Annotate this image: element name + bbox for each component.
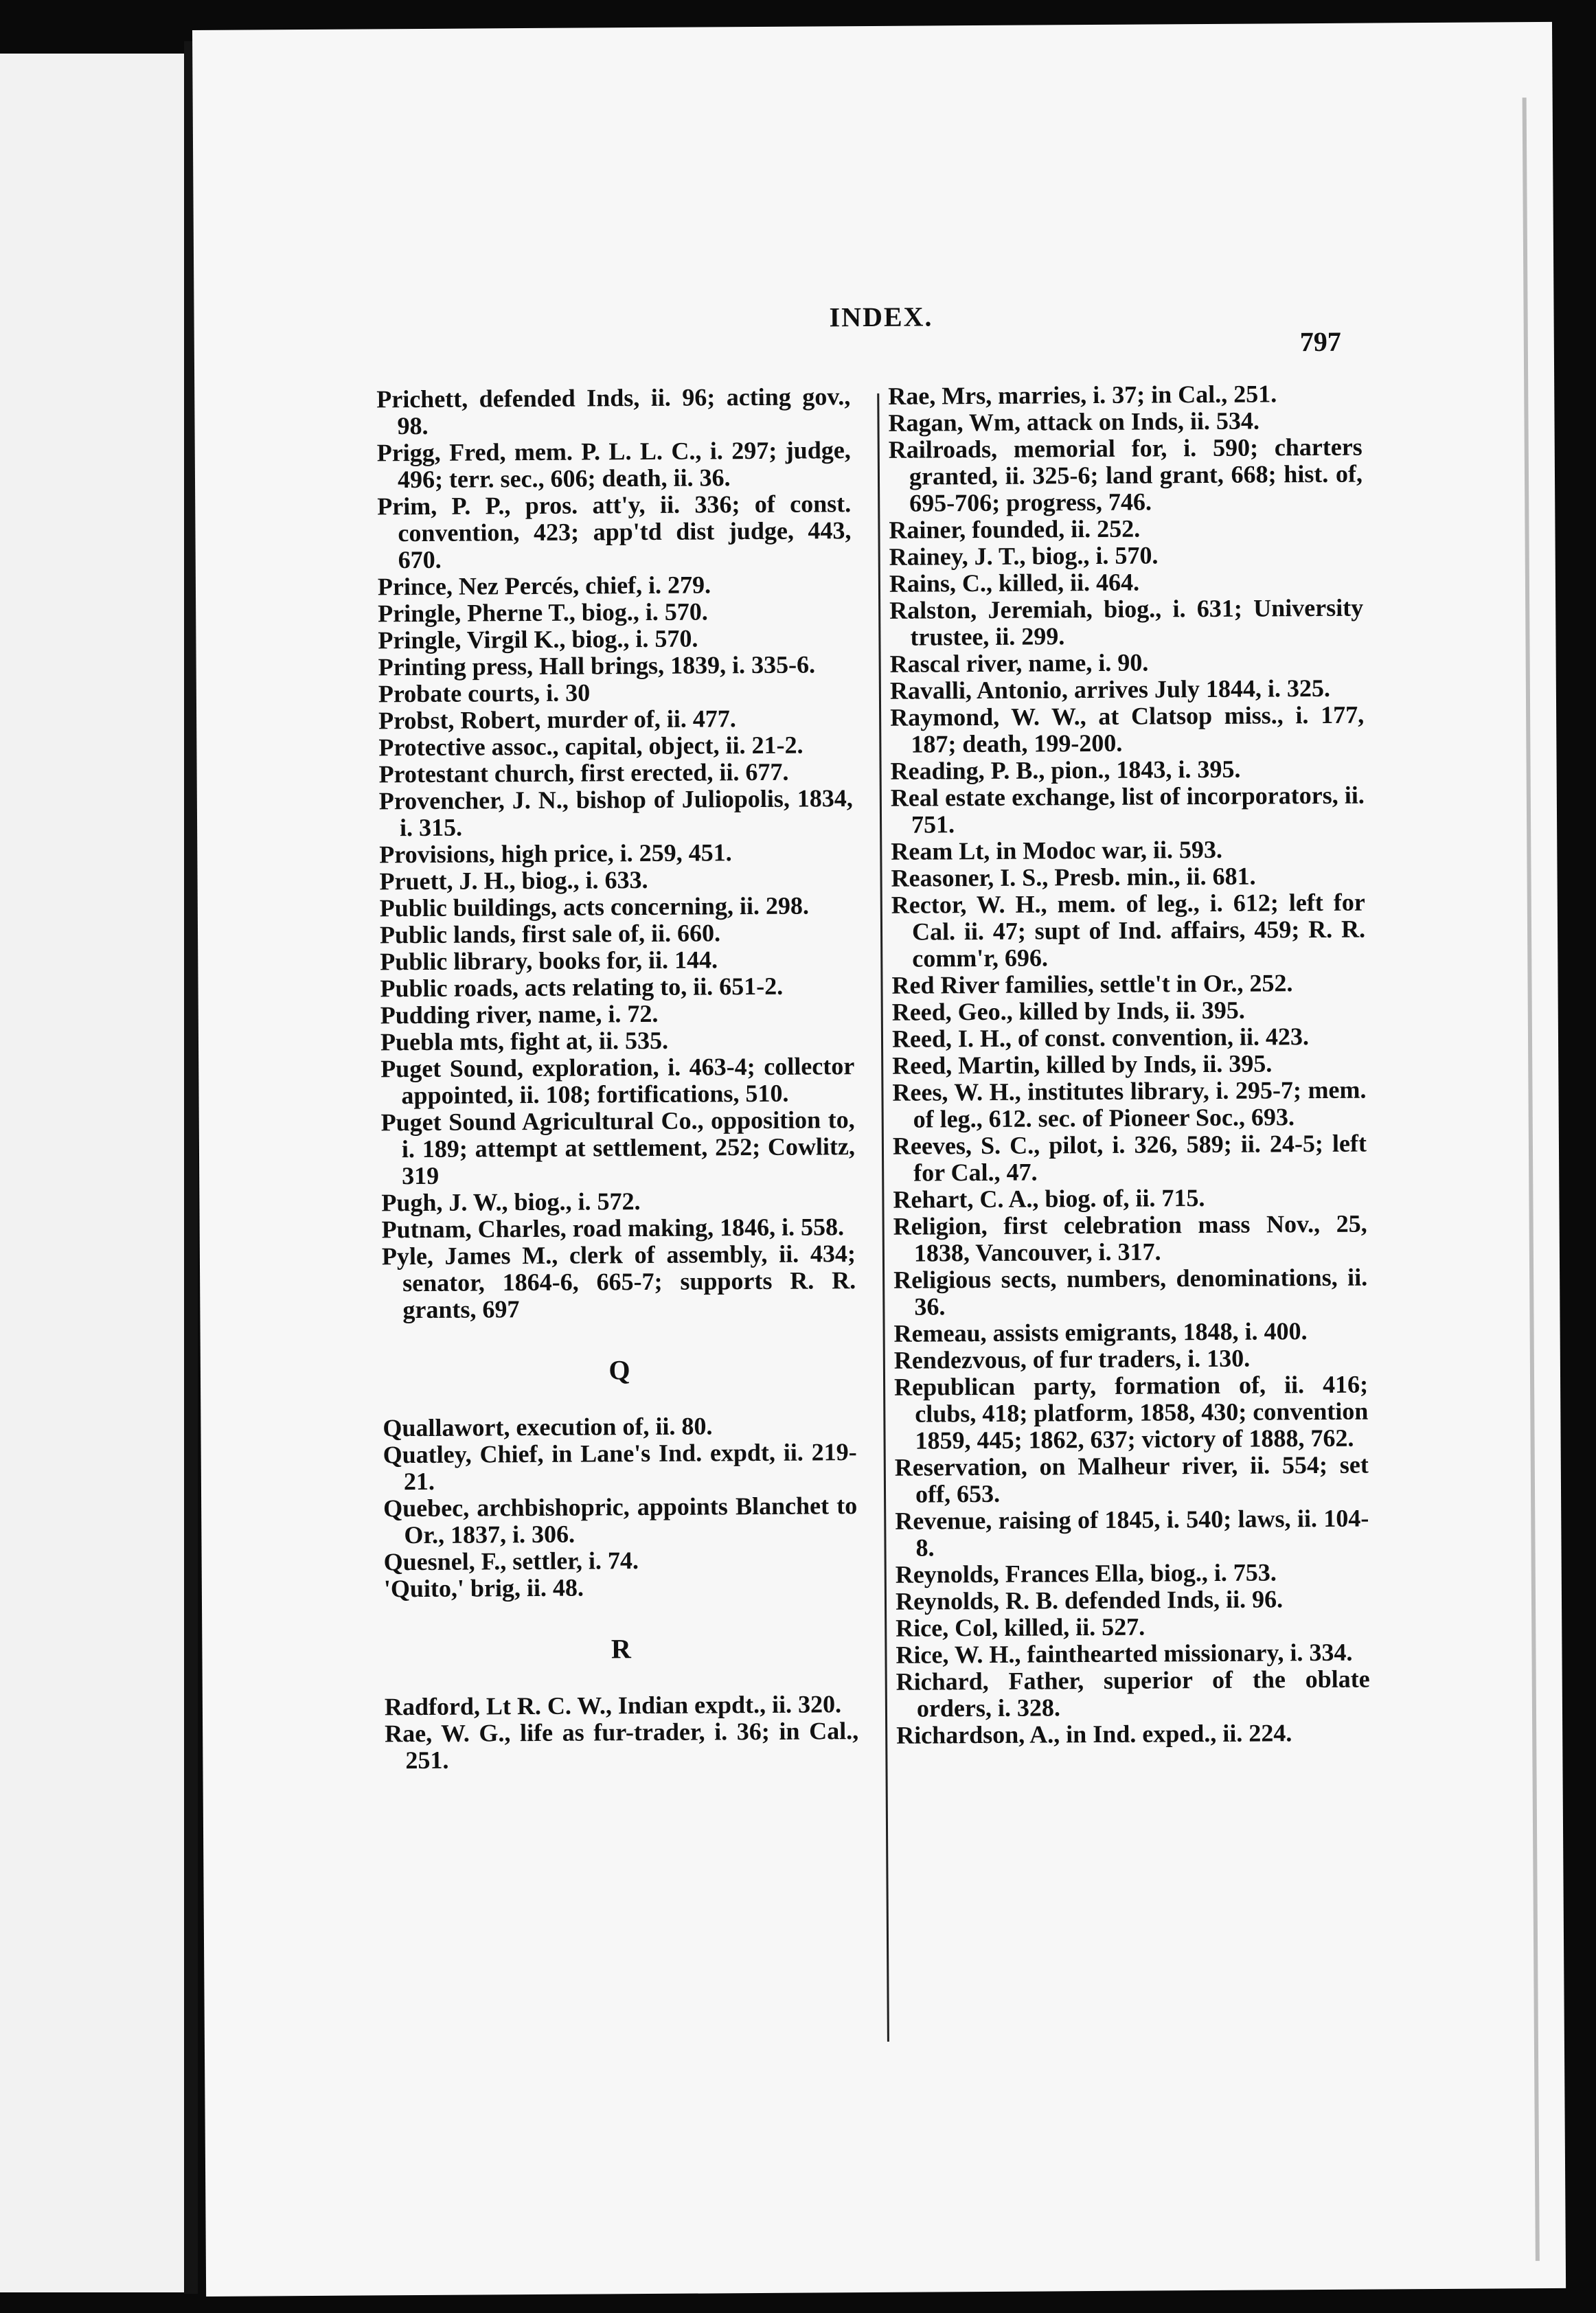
index-entry: Rice, Col, killed, ii. 527. — [896, 1613, 1145, 1642]
index-entry: Pyle, James M., clerk of assembly, ii. 434; senator, 1864-6, 665-7; supports R. R. grants, 697 — [381, 1240, 856, 1324]
index-entry: Public roads, acts relating to, ii. 651-2. — [380, 972, 784, 1003]
entries-r — [385, 1691, 859, 1774]
index-entry: Reed, Geo., killed by Inds, ii. 395. — [891, 996, 1245, 1026]
index-entry: Quallawort, execution of, ii. 80. — [383, 1412, 713, 1442]
index-entry: Reynolds, Frances Ella, biog., i. 753. — [895, 1558, 1277, 1588]
index-entry: Rice, W. H., fainthearted missionary, i. 334. — [896, 1638, 1353, 1669]
index-entry: Pringle, Virgil K., biog., i. 570. — [378, 624, 698, 654]
index-entry: Puget Sound, exploration, i. 463-4; collector appointed, ii. 108; fortifications, 510. — [380, 1052, 855, 1110]
index-entry: Probate courts, i. 30 — [378, 679, 591, 708]
index-entry: Richardson, A., in Ind. exped., ii. 224. — [896, 1719, 1292, 1749]
index-entry: Reed, Martin, killed by Inds, ii. 395. — [892, 1049, 1273, 1080]
index-entry: Pringle, Pherne T., biog., i. 570. — [378, 597, 708, 628]
index-entry: Rae, W. G., life as fur-trader, i. 36; in Cal., 251. — [385, 1717, 859, 1775]
entries-q — [383, 1412, 858, 1602]
index-entry: Republican party, formation of, ii. 416; clubs, 418; platform, 1858, 430; convention 1859, 445; 1862, 637; victory of 1888, 762. — [893, 1370, 1369, 1455]
index-entry: Radford, Lt R. C. W., Indian expdt., ii. 320. — [384, 1690, 842, 1721]
index-entry: Ragan, Wm, attack on Inds, ii. 534. — [888, 407, 1260, 437]
index-entry: Ralston, Jeremiah, biog., i. 631; University trustee, ii. 299. — [889, 593, 1364, 651]
index-entry: Reynolds, R. B. defended Inds, ii. 96. — [895, 1585, 1284, 1615]
index-entry: Puget Sound Agricultural Co., opposition to, i. 189; attempt at settlement, 252; Cowlitz, 319 — [380, 1106, 856, 1190]
index-entry: Rendezvous, of fur traders, i. 130. — [893, 1344, 1251, 1374]
index-entry: Rees, W. H., institutes library, i. 295-7; mem. of leg., 612. sec. of Pioneer Soc., 693. — [892, 1075, 1367, 1133]
index-entry: Rector, W. H., mem. of leg., i. 612; left for Cal. ii. 47; supt of Ind. affairs, 459; R. R. comm'r, 696. — [891, 888, 1366, 972]
index-entry: 'Quito,' brig, ii. 48. — [383, 1573, 584, 1603]
index-entry: Provencher, J. N., bishop of Juliopolis, 1834, i. 315. — [378, 784, 853, 842]
index-entry: Pudding river, name, i. 72. — [380, 999, 659, 1029]
index-entry: Religion, first celebration mass Nov., 25, 1838, Vancouver, i. 317. — [893, 1209, 1367, 1267]
index-entry: Real estate exchange, list of incorporators, ii. 751. — [890, 781, 1365, 839]
index-entry: Rehart, C. A., biog. of, ii. 715. — [893, 1184, 1205, 1214]
index-entry: Raymond, W. W., at Clatsop miss., i. 177, 187; death, 199-200. — [890, 700, 1365, 758]
index-entry: Rainey, J. T., biog., i. 570. — [889, 541, 1159, 571]
index-entry: Reasoner, I. S., Presb. min., ii. 681. — [891, 862, 1256, 892]
index-entry: Rains, C., killed, ii. 464. — [889, 568, 1140, 597]
index-entry: Railroads, memorial for, i. 590; charters granted, ii. 325-6; land grant, 668; hist. of, 695-706; progress, 746. — [888, 433, 1363, 517]
index-entry: Rascal river, name, i. 90. — [889, 648, 1149, 678]
index-entry: Revenue, raising of 1845, i. 540; laws, ii. 104-8. — [895, 1504, 1369, 1562]
index-entry: Puebla mts, fight at, ii. 535. — [380, 1026, 669, 1056]
index-entry: Protective assoc., capital, object, ii. 21-2. — [378, 731, 803, 762]
index-entry: Probst, Robert, murder of, ii. 477. — [378, 705, 736, 735]
index-entry: Protestant church, first erected, ii. 677. — [378, 757, 789, 788]
page-number: 797 — [1299, 326, 1341, 358]
index-entry: Reading, P. B., pion., 1843, i. 395. — [890, 755, 1241, 785]
entries-p — [376, 383, 856, 1323]
index-entry: Ream Lt, in Modoc war, ii. 593. — [891, 835, 1223, 865]
index-entry: Red River families, settle't in Or., 252. — [891, 969, 1293, 999]
index-entry: Prince, Nez Percés, chief, i. 279. — [377, 571, 711, 601]
entries-r-continued — [888, 380, 1370, 1749]
column-rule — [877, 394, 889, 2042]
page-edge — [1523, 98, 1540, 2261]
section-letter-q: Q — [608, 1354, 630, 1386]
index-entry: Religious sects, numbers, denominations, ii. 36. — [893, 1263, 1368, 1321]
facing-page — [0, 54, 187, 2292]
index-entry: Printing press, Hall brings, 1839, i. 335-6. — [378, 650, 816, 681]
index-entry: Rae, Mrs, marries, i. 37; in Cal., 251. — [888, 380, 1277, 410]
index-entry: Remeau, assists emigrants, 1848, i. 400. — [893, 1317, 1308, 1347]
index-page — [192, 22, 1566, 2297]
index-entry: Public library, books for, ii. 144. — [380, 946, 718, 976]
index-entry: Provisions, high price, i. 259, 451. — [379, 839, 732, 869]
index-entry: Pruett, J. H., biog., i. 633. — [379, 865, 648, 896]
index-entry: Reed, I. H., of const. convention, ii. 423. — [891, 1023, 1310, 1053]
index-entry: Public lands, first sale of, ii. 660. — [379, 919, 721, 949]
index-entry: Pugh, J. W., biog., i. 572. — [381, 1187, 641, 1217]
index-entry: Richard, Father, superior of the oblate orders, i. 328. — [896, 1665, 1370, 1722]
section-letter-r: R — [611, 1633, 631, 1665]
index-entry: Reservation, on Malheur river, ii. 554; set off, 653. — [894, 1450, 1369, 1508]
index-entry: Quebec, archbishopric, appoints Blanchet to Or., 1837, i. 306. — [383, 1492, 858, 1549]
index-entry: Reeves, S. C., pilot, i. 326, 589; ii. 24-5; left for Cal., 47. — [892, 1129, 1367, 1187]
running-title: INDEX. — [829, 301, 933, 333]
index-entry: Putnam, Charles, road making, 1846, i. 558. — [381, 1213, 845, 1244]
index-entry: Rainer, founded, ii. 252. — [889, 514, 1141, 544]
index-entry: Prichett, defended Inds, ii. 96; acting gov., 98. — [376, 383, 851, 440]
index-entry: Prim, P. P., pros. att'y, ii. 336; of const. convention, 423; app'td dist judge, 443, 670. — [377, 490, 852, 574]
left-column — [376, 383, 858, 1774]
index-entry: Prigg, Fred, mem. P. L. L. C., i. 297; judge, 496; terr. sec., 606; death, ii. 36. — [376, 436, 851, 494]
index-entry: Quesnel, F., settler, i. 74. — [383, 1547, 639, 1576]
index-entry: Ravalli, Antonio, arrives July 1844, i. 325. — [889, 674, 1331, 705]
index-entry: Public buildings, acts concerning, ii. 298. — [379, 891, 810, 922]
index-entry: Quatley, Chief, in Lane's Ind. expdt, ii. 219-21. — [383, 1438, 857, 1496]
right-column — [888, 380, 1370, 1749]
